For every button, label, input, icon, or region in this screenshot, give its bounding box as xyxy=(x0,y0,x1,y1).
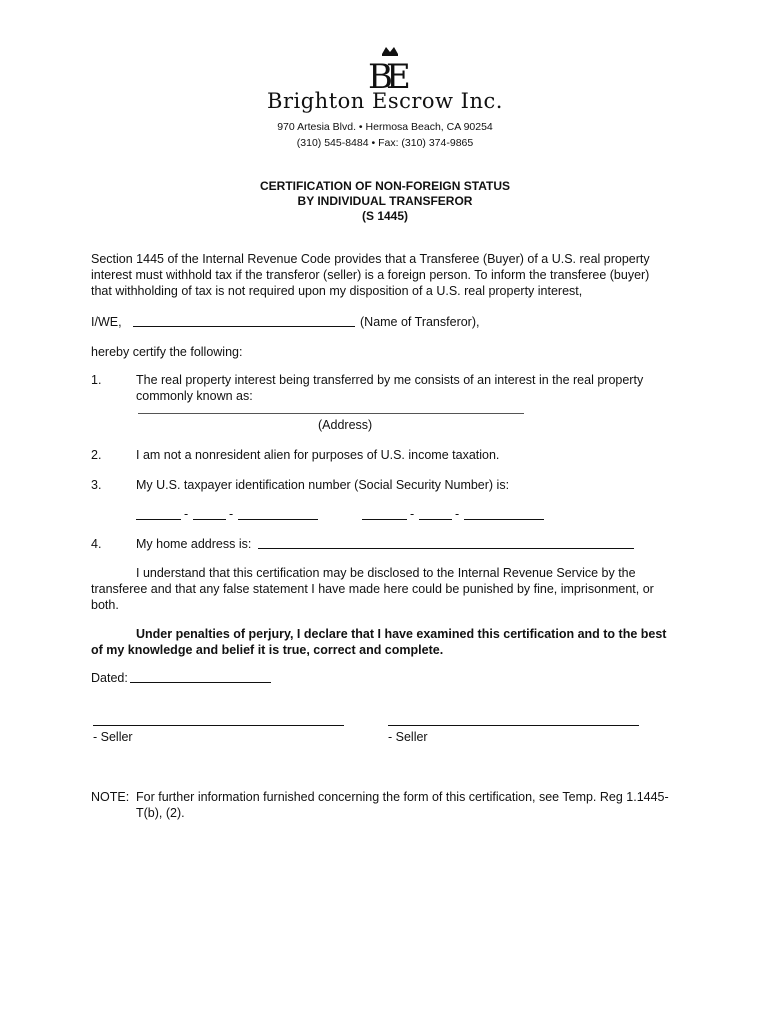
seller-label: - Seller xyxy=(93,730,133,744)
item-text: My U.S. taxpayer identification number (Social Security Number) is: xyxy=(136,478,510,492)
document-title-line2: BY INDIVIDUAL TRANSFEROR xyxy=(297,194,473,208)
understand-line: I understand that this certification may be disclosed to the Internal Revenue Service by the xyxy=(136,566,636,580)
ssn-dash: - xyxy=(184,507,189,521)
monogram-e: E xyxy=(386,57,411,94)
understand-line: both. xyxy=(91,598,119,612)
transferor-prefix: I/WE, xyxy=(91,315,122,329)
ssn-field-part[interactable] xyxy=(419,519,452,520)
intro-line: that withholding of tax is not required upon my disposition of a U.S. real property interest, xyxy=(91,284,583,298)
address-caption: (Address) xyxy=(318,418,373,432)
property-address-field[interactable] xyxy=(138,413,524,414)
item-text: commonly known as: xyxy=(136,389,253,403)
ssn-dash: - xyxy=(229,507,234,521)
monogram-b: B xyxy=(368,57,393,94)
ssn-field-part[interactable] xyxy=(464,519,544,520)
item-text: My home address is: xyxy=(136,537,252,551)
seller-signature-field[interactable] xyxy=(93,725,344,726)
document-title-line1: CERTIFICATION OF NON-FOREIGN STATUS xyxy=(260,179,510,193)
transferor-suffix: (Name of Transferor), xyxy=(360,315,480,329)
item-number: 1. xyxy=(91,373,102,387)
understand-line: transferee and that any false statement I have made here could be punished by fine, imprisonment, or xyxy=(91,582,654,596)
ssn-dash: - xyxy=(410,507,415,521)
company-address: 970 Artesia Blvd. • Hermosa Beach, CA 90254 xyxy=(277,121,493,133)
intro-line: interest must withhold tax if the transferor (seller) is a foreign person. To inform the transferee (buyer) xyxy=(91,268,650,282)
company-phones: (310) 545-8484 • Fax: (310) 374-9865 xyxy=(296,137,474,149)
item-text: I am not a nonresident alien for purposes of U.S. income taxation. xyxy=(136,448,500,462)
ssn-field-part[interactable] xyxy=(193,519,226,520)
item-number: 2. xyxy=(91,448,102,462)
perjury-line: Under penalties of perjury, I declare that I have examined this certification and to the best xyxy=(136,627,667,641)
item-text: The real property interest being transferred by me consists of an interest in the real property xyxy=(136,373,644,387)
dated-label: Dated: xyxy=(91,671,128,685)
seller-signature-field[interactable] xyxy=(388,725,639,726)
note-line: For further information furnished concerning the form of this certification, see Temp. Reg 1.1445- xyxy=(136,790,669,804)
intro-line: Section 1445 of the Internal Revenue Code provides that a Transferee (Buyer) of a U.S. real property xyxy=(91,252,650,266)
perjury-line: of my knowledge and belief it is true, correct and complete. xyxy=(91,643,444,657)
document-title-line3: (S 1445) xyxy=(361,209,409,223)
company-name: Brighton Escrow Inc. xyxy=(267,89,503,113)
ssn-field-part[interactable] xyxy=(362,519,407,520)
item-number: 4. xyxy=(91,537,102,551)
ssn-field-part[interactable] xyxy=(238,519,318,520)
note-label: NOTE: xyxy=(91,790,130,804)
home-address-field[interactable] xyxy=(258,548,634,549)
ssn-field-part[interactable] xyxy=(136,519,181,520)
item-number: 3. xyxy=(91,478,102,492)
seller-label: - Seller xyxy=(388,730,428,744)
date-field[interactable] xyxy=(130,682,271,683)
certify-text: hereby certify the following: xyxy=(91,345,243,359)
transferor-name-field[interactable] xyxy=(133,326,355,327)
note-line: T(b), (2). xyxy=(136,806,185,820)
crown-monogram-icon xyxy=(360,44,420,94)
ssn-dash: - xyxy=(455,507,460,521)
company-logo xyxy=(360,44,420,94)
